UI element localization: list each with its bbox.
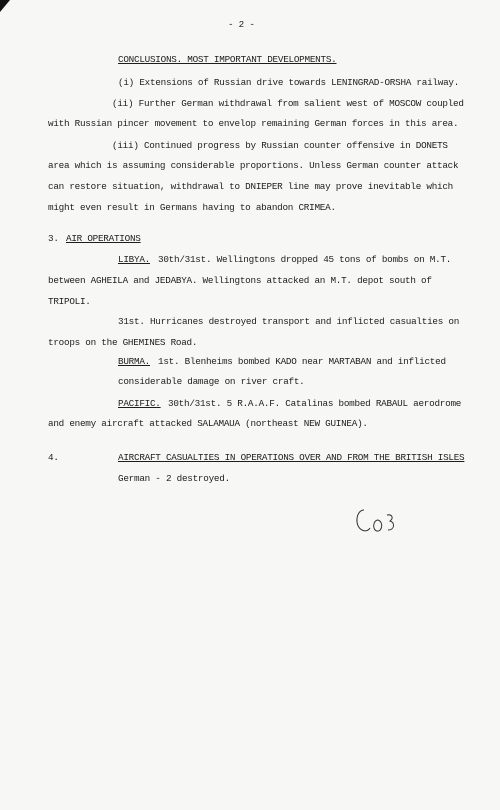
section-4-number: 4. [48,452,59,463]
hurricanes-line-2: troops on the GHEMINES Road. [48,337,198,348]
conclusion-item-2-line-2: with Russian pincer movement to envelop remaining German forces in this area. [48,118,459,129]
libya-label: LIBYA. [118,254,150,265]
casualties-heading: AIRCRAFT CASUALTIES IN OPERATIONS OVER AND FROM THE BRITISH ISLES [118,452,465,463]
conclusion-item-3-line-3: can restore situation, withdrawal to DNIEPER line may prove inevitable which [48,181,454,192]
corner-mark [0,0,10,12]
conclusion-item-3-line-2: area which is assuming considerable proportions. Unless German counter attack [48,160,459,171]
burma-line-2: considerable damage on river craft. [118,376,305,387]
conclusion-item-2-line-1: (ii) Further German withdrawal from salient west of MOSCOW coupled [112,98,464,109]
conclusion-item-1: (i) Extensions of Russian drive towards LENINGRAD-ORSHA railway. [118,77,460,88]
conclusion-item-3-line-4: might even result in Germans having to abandon CRIMEA. [48,202,336,213]
pacific-label: PACIFIC. [118,398,161,409]
air-operations-heading: AIR OPERATIONS [66,233,141,244]
pacific-line-1: 30th/31st. 5 R.A.A.F. Catalinas bombed RABAUL aerodrome [168,398,462,409]
burma-label: BURMA. [118,356,150,367]
pacific-line-2: and enemy aircraft attacked SALAMAUA (northeast NEW GUINEA). [48,418,368,429]
libya-line-3: TRIPOLI. [48,296,91,307]
conclusions-heading: CONCLUSIONS. MOST IMPORTANT DEVELOPMENTS. [118,54,337,65]
burma-line-1: 1st. Blenheims bombed KADO near MARTABAN and inflicted [158,356,446,367]
hurricanes-line-1: 31st. Hurricanes destroyed transport and inflicted casualties on [118,316,460,327]
libya-line-1: 30th/31st. Wellingtons dropped 45 tons of bombs on M.T. [158,254,452,265]
casualties-line-1: German - 2 destroyed. [118,473,230,484]
conclusion-item-3-line-1: (iii) Continued progress by Russian counter offensive in DONETS [112,140,448,151]
handwritten-mark [350,500,400,540]
page-number: - 2 - [228,19,255,30]
libya-line-2: between AGHEILA and JEDABYA. Wellingtons attacked an M.T. depot south of [48,275,432,286]
section-3-number: 3. [48,233,59,244]
